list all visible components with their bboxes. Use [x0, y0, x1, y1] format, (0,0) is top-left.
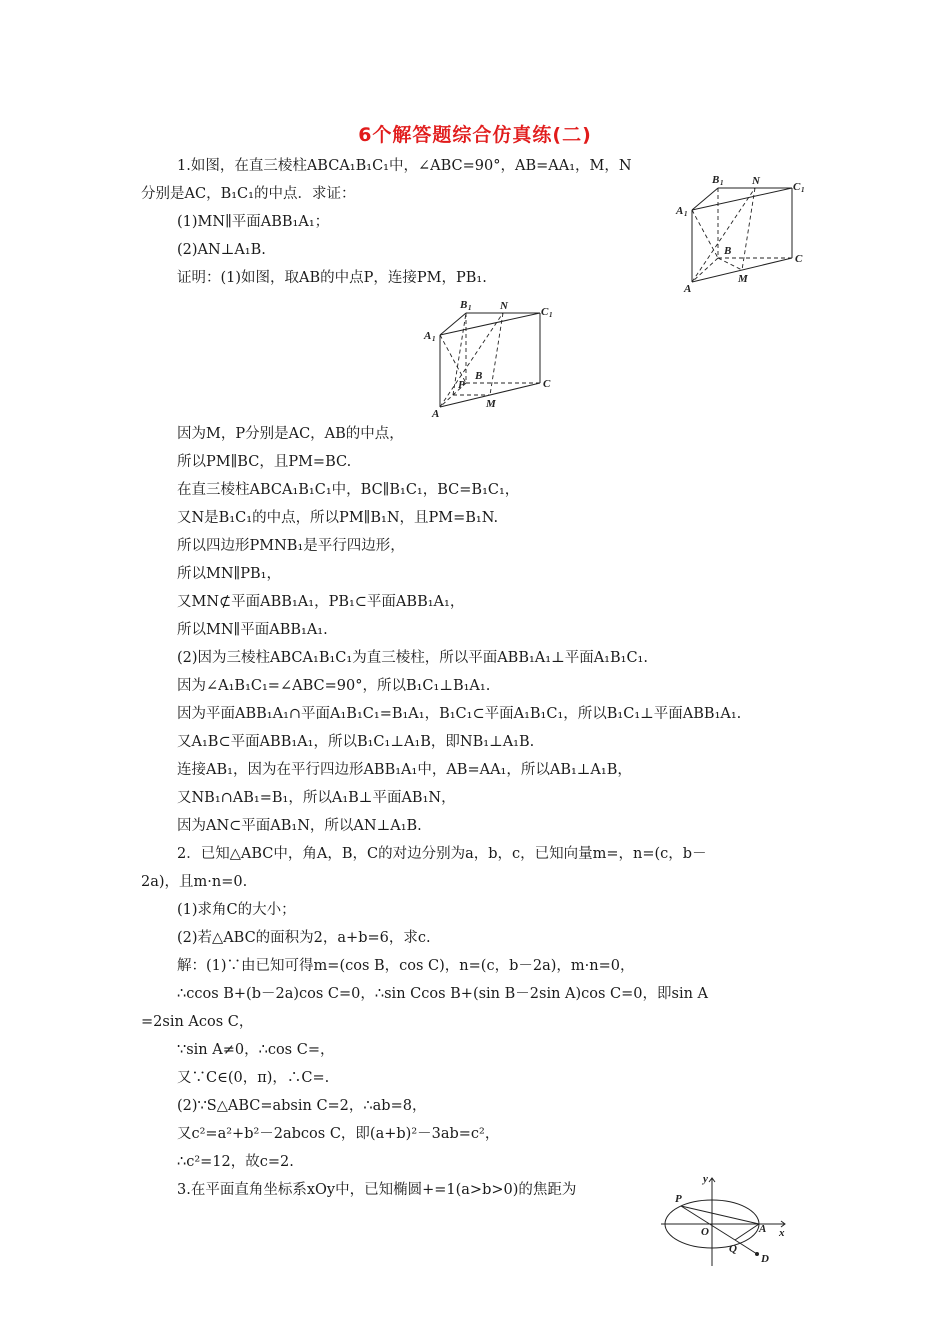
text-line: 又NB₁∩AB₁=B₁，所以A₁B⊥平面AB₁N， [177, 790, 456, 806]
text-line: 因为平面ABB₁A₁∩平面A₁B₁C₁=B₁A₁，B₁C₁⊂平面A₁B₁C₁，所以B₁C₁⊥平面ABB₁A₁. [177, 706, 742, 722]
label-C1: C [541, 306, 549, 318]
text-line: 又∵C∈(0，π)，∴C=. [177, 1070, 330, 1086]
label-x: x [779, 1227, 785, 1239]
text-line: (1)求角C的大小； [177, 902, 296, 918]
label-sub: 1 [684, 210, 688, 218]
text-line: 因为∠A₁B₁C₁=∠ABC=90°，所以B₁C₁⊥B₁A₁. [177, 678, 491, 694]
label-P: P [675, 1193, 682, 1205]
text-line: ∵sin A≠0，∴cos C=， [177, 1042, 335, 1058]
label-N: N [500, 300, 508, 312]
text-line: 在直三棱柱ABCA₁B₁C₁中，BC∥B₁C₁，BC=B₁C₁， [177, 482, 520, 498]
label-sub: 1 [801, 186, 805, 194]
label-A1: A [424, 330, 432, 342]
text-line: 所以MN∥平面ABB₁A₁. [177, 622, 328, 638]
label-sub: 1 [549, 311, 553, 319]
text-line: 所以四边形PMNB₁是平行四边形， [177, 538, 405, 554]
text-line: 2a)，且m·n=0. [141, 874, 248, 890]
label-A: A [759, 1223, 767, 1235]
label-M: M [486, 398, 496, 410]
label-B1: B [460, 299, 468, 311]
label-sub: 1 [720, 179, 724, 187]
text-line: 连接AB₁，因为在平行四边形ABB₁A₁中，AB=AA₁，所以AB₁⊥A₁B， [177, 762, 632, 778]
label-B: B [475, 370, 483, 382]
text-line: 解：(1)∵由已知可得m=(cos B，cos C)，n=(c，b－2a)，m·n=0， [177, 958, 635, 974]
text-line: 所以MN∥PB₁， [177, 566, 281, 582]
prism-figure-2 [420, 295, 560, 420]
label-B1: B [712, 174, 720, 186]
point-D [755, 1252, 759, 1256]
text-line: (2)AN⊥A₁B. [177, 242, 266, 258]
label-C: C [543, 378, 551, 390]
label-C: C [795, 253, 803, 265]
ellipse-figure [655, 1170, 795, 1270]
text-line: ∴ccos B+(b－2a)cos C=0，∴sin Ccos B+(sin B－2sin A)cos C=0，即sin A [177, 986, 709, 1002]
label-sub: 1 [468, 304, 472, 312]
label-B: B [724, 245, 732, 257]
text-line: 2．已知△ABC中，角A，B，C的对边分别为a，b，c，已知向量m=，n=(c，b－ [177, 846, 707, 862]
label-sub: 1 [432, 335, 436, 343]
text-line: 1.如图，在直三棱柱ABCA₁B₁C₁中，∠ABC=90°，AB=AA₁，M，N [177, 158, 632, 174]
label-y: y [703, 1173, 708, 1185]
text-line: 因为M，P分别是AC，AB的中点， [177, 426, 404, 442]
label-A: A [432, 408, 440, 420]
text-line: (1)MN∥平面ABB₁A₁； [177, 214, 330, 230]
label-M: M [738, 273, 748, 285]
label-D: D [761, 1253, 769, 1265]
label-O: O [701, 1226, 709, 1238]
text-line: 又MN⊄平面ABB₁A₁，PB₁⊂平面ABB₁A₁， [177, 594, 465, 610]
label-A1: A [676, 205, 684, 217]
page-title: 6个解答题综合仿真练(二) [358, 124, 592, 146]
text-line: 又N是B₁C₁的中点，所以PM∥B₁N，且PM=B₁N. [177, 510, 499, 526]
label-C1: C [793, 181, 801, 193]
text-line: (2)若△ABC的面积为2，a+b=6，求c. [177, 930, 431, 946]
text-line: 又A₁B⊂平面ABB₁A₁，所以B₁C₁⊥A₁B，即NB₁⊥A₁B. [177, 734, 535, 750]
text-line: 3.在平面直角坐标系xOy中，已知椭圆+=1(a>b>0)的焦距为 [177, 1182, 577, 1198]
text-line: 证明：(1)如图，取AB的中点P，连接PM，PB₁. [177, 270, 487, 286]
text-line: =2sin Acos C， [141, 1014, 254, 1030]
label-Q: Q [729, 1243, 737, 1255]
label-P: P [458, 379, 465, 391]
text-line: 因为AN⊂平面AB₁N，所以AN⊥A₁B. [177, 818, 422, 834]
text-line: (2)∵S△ABC=absin C=2，∴ab=8， [177, 1098, 427, 1114]
text-line: (2)因为三棱柱ABCA₁B₁C₁为直三棱柱，所以平面ABB₁A₁⊥平面A₁B₁C₁. [177, 650, 648, 666]
prism-figure-1 [672, 170, 812, 295]
text-line: 又c²=a²+b²－2abcos C，即(a+b)²－3ab=c²， [177, 1126, 500, 1142]
text-line: ∴c²=12，故c=2. [177, 1154, 294, 1170]
text-line: 分别是AC，B₁C₁的中点．求证： [141, 186, 356, 202]
label-A: A [684, 283, 692, 295]
label-N: N [752, 175, 760, 187]
text-line: 所以PM∥BC，且PM=BC. [177, 454, 352, 470]
